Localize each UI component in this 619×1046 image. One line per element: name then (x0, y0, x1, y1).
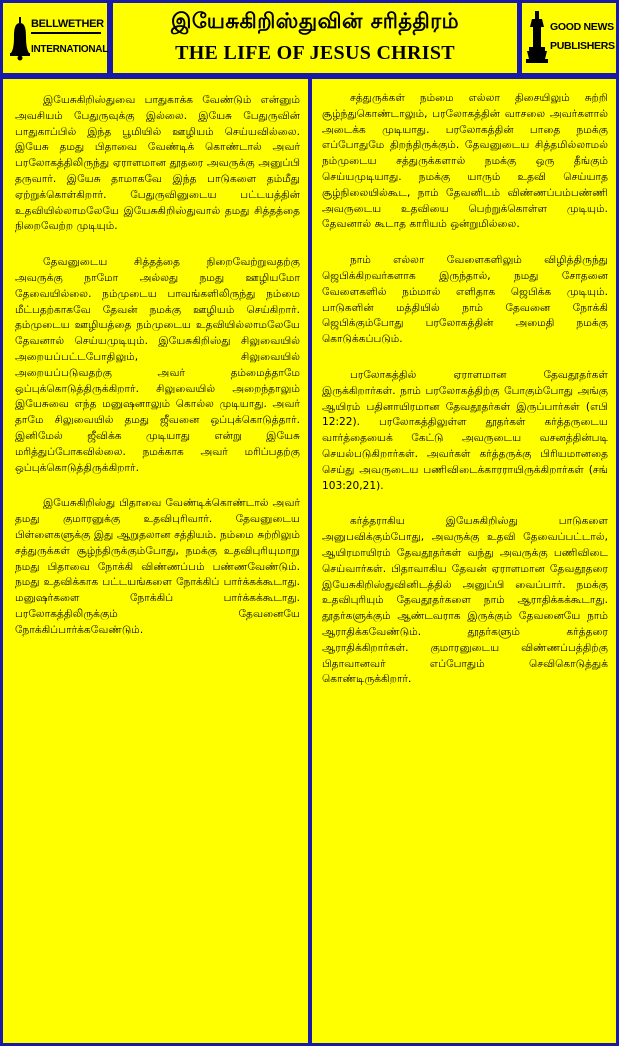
title-tamil: இயேசுகிறிஸ்துவின் சரித்திரம் (170, 9, 460, 33)
logo-right-line1: GOOD NEWS (550, 21, 614, 33)
good-news-logo (522, 3, 616, 73)
logo-underline (31, 32, 101, 35)
left-paragraph-1: இயேசுகிறிஸ்துவை பாதுகாக்க வேண்டும் என்னும் அவசியம் பேதுருவுக்கு இல்லை. இயேசு பேதுருவின் பாதுகாப்பில் இந்த பூமியில் ஊழியம் செய்யவில்லை. இயேசு தமது பிதாவை வேண்டிக் கொண்டால் அவர் பரலோகத்திலிருந்து ஏராளமான தூதரை அவருக்கு அனுப்பி தருவார். இயேசு தாமாகவே இந்த பாடுகளை தம்மீது ஏற்றுக்கொள்கிறார். பேதுருவினுடைய பட்டயத்தின் உதவியில்லாமலேயே இயேசுகிறிஸ்துவால் தமது சித்தத்தை நிறைவேற்ற முடியும். (15, 94, 300, 233)
right-paragraph-4: கர்த்தராகிய இயேசுகிறிஸ்து பாடுகளை அனுபவிக்கும்போது, அவருக்கு உதவி தேவைப்பட்டால், ஆயிரமாயிரம் தேவதூதர்கள் வந்து அவருக்கு பணிவிடை செய்வார்கள். பிதாவாகிய தேவன் ஏராளமான தேவதூதரை இயேசுகிறிஸ்துவினிடத்தில் அனுப்பி வைப்பார். நமக்கு உதவிபுரியும் தேவதூதர்களை நாம் ஆராதிக்கக்கூடாது. தூதர்களுக்கும் ஆண்டவராக இருக்கும் தேவனையே நாம் ஆராதிக்கவேண்டும். தூதர்களும் கர்த்தரை ஆராதிக்கிறார்கள். குமாரனுடைய விண்ணப்பத்திற்கு பிதாவானவர் எப்போதும் செவிகொடுத்துக் கொண்டிருக்கிறார். (322, 515, 608, 686)
bellwether-logo (3, 3, 107, 73)
logo-left-line2: INTERNATIONAL (31, 44, 109, 55)
logo-left-line1: BELLWETHER (31, 18, 104, 30)
left-column (3, 79, 308, 1043)
left-paragraph-2: தேவனுடைய சித்தத்தை நிறைவேற்றுவதற்கு அவருக்கு நாமோ அல்லது நமது ஊழியமோ தேவையில்லை. நம்முடைய பாவங்களிலிருந்து நம்மை மீட்பதற்காகவே தேவன் நமக்கு ஊழியம் செய்கிறார். தம்முடைய ஊழியத்தை நம்முடைய உதவியில்லாமலேயே தேவனால் செய்யமுடியும். இயேசுகிறிஸ்து சிலுவையில் அறையப்பட்டபோதிலும், சிலுவையில் அறையப்படுவதற்கு அவர் தம்மைத்தாமே ஒப்புக்கொடுத்திருக்கிறார். சிலுவையில் அறைந்தாலும் இயேசுவை எந்த மனுஷனாலும் கொல்ல முடியாது. அவர் தாமே சிலுவையில் தமது ஜீவனை ஒப்புக்கொடுத்தார். இனிமேல் ஜீவிக்க முடியாது என்று இயேசு மரித்துப்போகவில்லை. நமக்காக அவர் மரிப்பதற்கு ஒப்புக்கொடுத்திருக்கிறார். (15, 256, 300, 474)
right-paragraph-3: பரலோகத்தில் ஏராளமான தேவதூதர்கள் இருக்கிறார்கள். நாம் பரலோகத்திற்கு போகும்போது அங்கு ஆயிரம் பதினாயிரமான தேவதூதர்கள் இருப்பார்கள் (எபி 12:22). பரலோகத்திலுள்ள தூதர்கள் கர்த்தருடைய வார்த்தையைக் கேட்டு அவருடைய வசனத்தின்படி செயல்படுகிறார்கள். அவர்கள் கர்த்தருக்கு பிரியமானதை செய்து அவருடைய பணிவிடைக்காரராயிருக்கிறார்கள் (சங் 103:20,21). (322, 368, 608, 492)
right-paragraph-2: நாம் எல்லா வேளைகளிலும் விழித்திருந்து ஜெபிக்கிறவர்களாக இருந்தால், நமது சோதனை வேளைகளில் நம்மால் எளிதாக ஜெபிக்க முடியும். பாடுகளின் மத்தியில் நாம் தேவனை நோக்கி ஜெபிக்கும்போது பரலோகத்தின் அமைதி நமக்கு கொடுக்கப்படும். (322, 254, 608, 346)
title-english: THE LIFE OF JESUS CHRIST (175, 42, 455, 64)
logo-right-line2: PUBLISHERS (550, 40, 615, 52)
bell-icon (10, 17, 30, 61)
right-column (312, 79, 616, 1043)
lamp-icon (526, 11, 548, 63)
right-paragraph-1: சத்துருக்கள் நம்மை எல்லா திசையிலும் சுற்றி சூழ்ந்துகொண்டாலும், பரலோகத்தின் வாசலை அவர்களால் அடைக்க முடியாது. பரலோகத்தின் பாதை நமக்கு எப்போதுமே திறந்திருக்கும். தேவனுடைய சித்தமில்லாமல் நம்முடைய சத்துருக்களால் நமக்கு ஒரு தீங்கும் செய்யமுடியாது. நமக்கு யாரும் உதவி செய்யாத சூழ்நிலையில்கூட, நாம் தேவனிடம் விண்ணப்பம்பண்ணி அவருடைய உதவியை பெற்றுக்கொள்ள முடியும். தேவனால் கூடாத காரியம் ஒன்றுமில்லை. (322, 92, 608, 231)
title-banner (113, 3, 517, 73)
left-paragraph-3: இயேசுகிறிஸ்து பிதாவை வேண்டிக்கொண்டால் அவர் தமது குமாரனுக்கு உதவிபுரிவார். தேவனுடைய பிள்ளைகளுக்கு இது ஆறுதலான சத்தியம். நம்மை சுற்றிலும் சத்துருக்கள் சூழ்ந்திருக்கும்போது, நமக்கு உதவிபுரியுமாறு நமது பிதாவை நோக்கி விண்ணப்பம் பண்ணவேண்டும். நமது உதவிக்காக பட்டயங்களை நோக்கிப் பார்க்கக்கூடாது. மனுஷர்களை நோக்கிப் பார்க்கக்கூடாது. பரலோகத்திலிருக்கும் தேவனையே நோக்கிப்பார்க்கவேண்டும். (15, 497, 300, 636)
